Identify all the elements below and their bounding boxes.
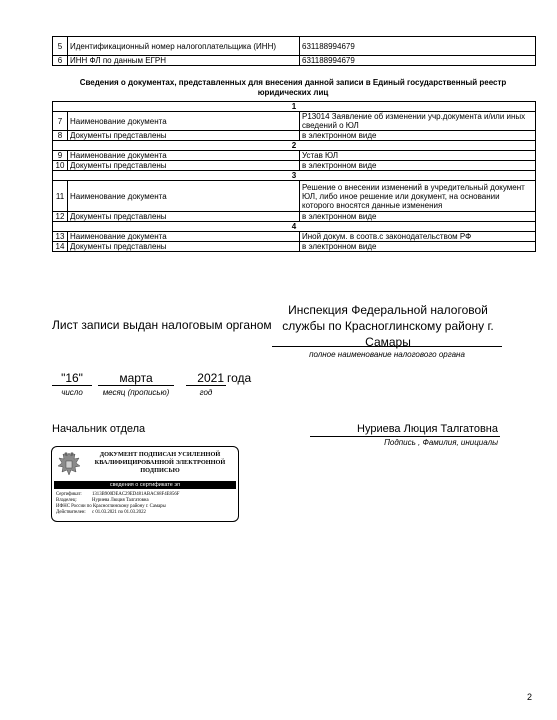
page-number: 2 — [527, 692, 533, 702]
year-word: года — [227, 371, 252, 385]
row-number: 14 — [53, 242, 68, 252]
section-number: 3 — [53, 171, 536, 181]
year-underline — [186, 385, 226, 386]
table-row — [53, 131, 536, 141]
row-label: Документы представлены — [68, 131, 300, 141]
table-row — [53, 151, 536, 161]
row-number: 8 — [53, 131, 68, 141]
row-label: Наименование документа — [68, 112, 300, 131]
row-label: Наименование документа — [68, 181, 300, 212]
stamp-row-key: Действителен: — [56, 510, 86, 515]
section-row — [53, 102, 536, 112]
month-underline — [98, 385, 174, 386]
section-row — [53, 222, 536, 232]
table-row — [53, 56, 536, 66]
row-number: 6 — [53, 56, 68, 66]
authority-underline — [272, 346, 502, 347]
section-row — [53, 141, 536, 151]
stamp-row-value: Нуриева Люция Талгатовна — [92, 498, 149, 503]
documents-heading: Сведения о документах, представленных для внесения данной записи в Единый государственный реестр юридических лиц — [79, 78, 507, 97]
row-number: 10 — [53, 161, 68, 171]
table-row — [53, 112, 536, 131]
row-label: Наименование документа — [68, 151, 300, 161]
table-row — [53, 37, 536, 56]
row-label: Наименование документа — [68, 232, 300, 242]
documents-table — [52, 101, 536, 252]
stamp-title: ДОКУМЕНТ ПОДПИСАН УСИЛЕННОЙ КВАЛИФИЦИРОВАННОЙ ЭЛЕКТРОННОЙ ПОДПИСЬЮ — [94, 451, 226, 474]
section-number: 2 — [53, 141, 536, 151]
day-caption: число — [61, 388, 83, 397]
authority-caption: полное наименование налогового органа — [309, 350, 465, 359]
table-row — [53, 181, 536, 212]
stamp-row-key: Сертификат: — [56, 492, 82, 497]
signer-name: Нуриева Люция Талгатовна — [357, 423, 498, 435]
tax-authority-name: Инспекция Федеральной налоговой службы по Красноглинскому району г. Самары — [282, 303, 494, 349]
row-number: 13 — [53, 232, 68, 242]
row-value: в электронном виде — [300, 131, 536, 141]
section-number: 1 — [53, 102, 536, 112]
date-year: 2021 — [197, 371, 224, 385]
row-label: ИНН ФЛ по данным ЕГРН — [68, 56, 300, 66]
year-caption: год — [199, 388, 213, 397]
issued-by-label: Лист записи выдан налоговым органом — [52, 318, 272, 332]
stamp-certificate-bar: сведения о сертификате эп — [54, 481, 236, 489]
stamp-row-value: 1313B900DEAC29ED481ABAC68F4E856F — [92, 492, 180, 497]
row-label: Документы представлены — [68, 242, 300, 252]
row-value: Р13014 Заявление об изменении учр.документа и/или иных сведений о ЮЛ — [300, 112, 536, 131]
date-day: "16" — [61, 371, 83, 385]
row-label: Документы представлены — [68, 161, 300, 171]
row-number: 7 — [53, 112, 68, 131]
table-row — [53, 232, 536, 242]
row-label: Документы представлены — [68, 212, 300, 222]
table-row — [53, 212, 536, 222]
month-caption: месяц (прописью) — [102, 388, 170, 397]
table-row — [53, 161, 536, 171]
row-value: Устав ЮЛ — [300, 151, 536, 161]
stamp-row-key: Владелец: — [56, 498, 77, 503]
stamp-row — [56, 510, 146, 516]
row-value: 631188994679 — [300, 37, 536, 56]
row-value: Решение о внесении изменений в учредительный документ ЮЛ, либо иное решение или документ, на основании которого вносятся данные изменения — [300, 181, 536, 212]
section-number: 4 — [53, 222, 536, 232]
e-signature-stamp — [51, 446, 239, 522]
day-underline — [52, 385, 92, 386]
row-label: Идентификационный номер налогоплательщика (ИНН) — [68, 37, 300, 56]
table-row — [53, 242, 536, 252]
row-number: 5 — [53, 37, 68, 56]
row-value: в электронном виде — [300, 161, 536, 171]
signer-position: Начальник отдела — [52, 423, 146, 435]
coat-of-arms-icon — [56, 450, 82, 478]
row-number: 11 — [53, 181, 68, 212]
row-value: Иной докум. в соотв.с законодательством РФ — [300, 232, 536, 242]
row-value: в электронном виде — [300, 242, 536, 252]
stamp-row-value: ИФНС России по Красноглинскому району г. Самары — [56, 504, 166, 509]
row-value: в электронном виде — [300, 212, 536, 222]
section-row — [53, 171, 536, 181]
row-number: 12 — [53, 212, 68, 222]
taxpayer-table — [52, 36, 536, 66]
signature-underline — [310, 436, 500, 437]
signature-caption: Подпись , Фамилия, инициалы — [384, 438, 498, 447]
row-value: 631188994679 — [300, 56, 536, 66]
date-month: марта — [119, 371, 153, 385]
row-number: 9 — [53, 151, 68, 161]
stamp-row-value: с 01.03.2021 по 01.03.2022 — [92, 510, 146, 515]
